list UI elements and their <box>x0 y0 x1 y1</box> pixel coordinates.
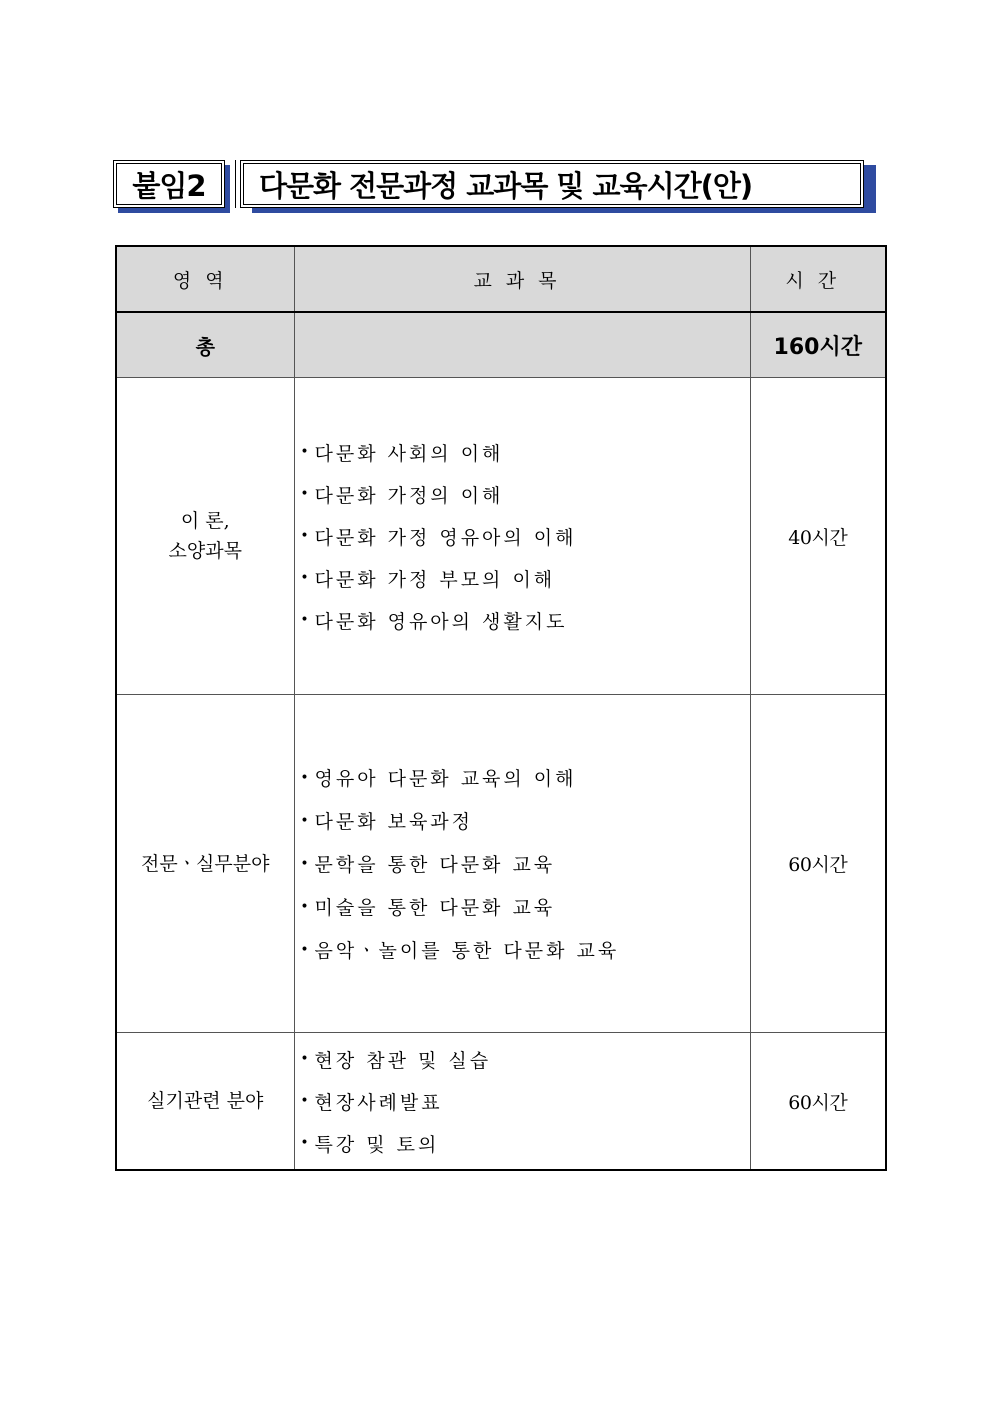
subject-name: 현장사례발표 <box>314 1091 443 1114</box>
list-item <box>295 473 750 515</box>
table-header-row <box>116 246 886 312</box>
list-item <box>295 1080 750 1122</box>
title-block <box>113 160 883 216</box>
bullet-icon: • <box>300 570 309 586</box>
total-row <box>116 312 886 378</box>
list-item <box>295 842 750 885</box>
total-subjects <box>294 312 750 378</box>
total-hours: 160시간 <box>750 312 886 378</box>
subject-name: 특강 및 토의 <box>314 1133 440 1156</box>
bullet-icon: • <box>300 1093 309 1109</box>
bullet-icon: • <box>300 812 309 829</box>
subject-list <box>295 431 750 641</box>
list-item <box>295 756 750 799</box>
column-header-hours: 시간 <box>750 246 886 312</box>
subject-name: 다문화 보육과정 <box>314 811 474 833</box>
subjects-cell <box>294 1033 750 1171</box>
list-item <box>295 885 750 928</box>
bullet-icon: • <box>300 486 309 502</box>
subjects-cell <box>294 695 750 1033</box>
attachment-badge: 붙임2 <box>113 160 225 208</box>
bullet-icon: • <box>300 528 309 544</box>
title-separator <box>235 160 239 208</box>
area-label-line2: 소양과목 <box>168 540 242 562</box>
bullet-icon: • <box>300 1051 309 1067</box>
area-cell <box>116 378 294 695</box>
list-item <box>295 928 750 971</box>
table-row <box>116 1033 886 1171</box>
subject-list <box>295 756 750 971</box>
subjects-cell <box>294 378 750 695</box>
subject-list <box>295 1038 750 1164</box>
subject-name: 다문화 가정 영유아의 이해 <box>314 526 577 549</box>
bullet-icon: • <box>300 769 309 786</box>
curriculum-table <box>115 245 887 1171</box>
bullet-icon: • <box>300 612 309 628</box>
total-label: 총 <box>116 312 294 378</box>
bullet-icon: • <box>300 444 309 460</box>
subject-name: 문학을 통한 다문화 교육 <box>314 854 556 876</box>
subject-name: 다문화 가정의 이해 <box>314 484 504 507</box>
column-header-subjects: 교과목 <box>294 246 750 312</box>
bullet-icon: • <box>300 1135 309 1151</box>
list-item <box>295 1122 750 1164</box>
list-item <box>295 799 750 842</box>
subject-name: 음악ㆍ놀이를 통한 다문화 교육 <box>314 940 620 962</box>
subject-name: 다문화 영유아의 생활지도 <box>314 610 568 633</box>
subject-name: 영유아 다문화 교육의 이해 <box>314 768 577 790</box>
hours-cell: 40시간 <box>750 378 886 695</box>
document-title: 다문화 전문과정 교과목 및 교육시간(안) <box>240 160 864 208</box>
table-row <box>116 695 886 1033</box>
list-item <box>295 557 750 599</box>
subject-name: 다문화 가정 부모의 이해 <box>314 568 556 591</box>
hours-cell: 60시간 <box>750 1033 886 1171</box>
subject-name: 현장 참관 및 실습 <box>314 1049 492 1072</box>
list-item <box>295 599 750 641</box>
bullet-icon: • <box>300 855 309 872</box>
list-item <box>295 515 750 557</box>
hours-cell: 60시간 <box>750 695 886 1033</box>
subject-name: 다문화 사회의 이해 <box>314 442 504 465</box>
area-label-line1: 이 론, <box>180 510 230 532</box>
area-cell: 전문ㆍ실무분야 <box>116 695 294 1033</box>
column-header-area: 영역 <box>116 246 294 312</box>
list-item <box>295 1038 750 1080</box>
subject-name: 미술을 통한 다문화 교육 <box>314 897 556 919</box>
bullet-icon: • <box>300 941 309 958</box>
list-item <box>295 431 750 473</box>
bullet-icon: • <box>300 898 309 915</box>
area-cell: 실기관련 분야 <box>116 1033 294 1171</box>
table-row <box>116 378 886 695</box>
